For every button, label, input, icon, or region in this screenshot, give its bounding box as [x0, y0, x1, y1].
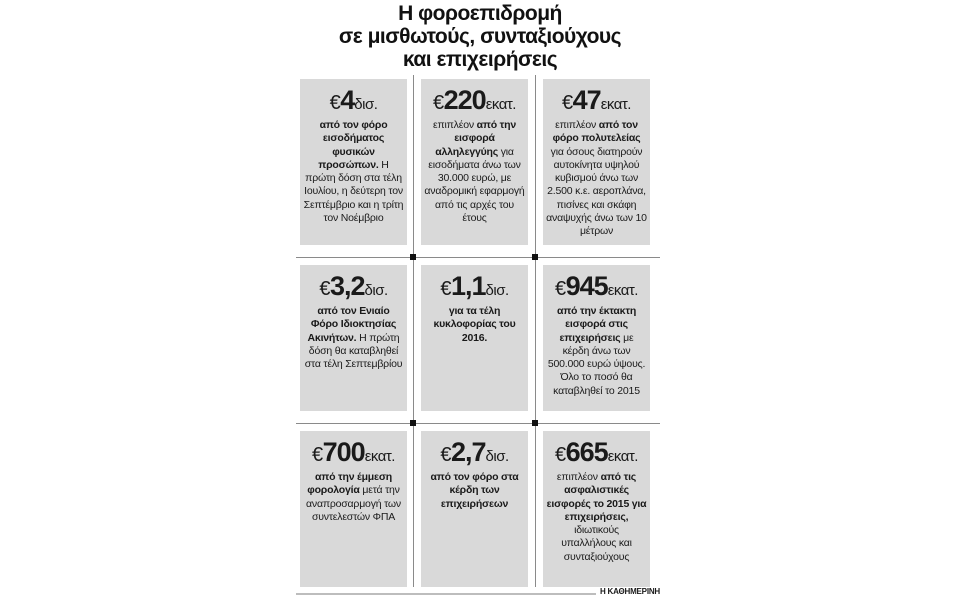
tax-item-card [421, 431, 528, 587]
tax-item-card [300, 431, 407, 587]
tax-description [424, 119, 525, 225]
grid-intersection-dot [532, 254, 538, 260]
amount-number: 945 [565, 271, 608, 301]
tax-description [546, 305, 647, 398]
grid-intersection-dot [410, 254, 416, 260]
title-line-2: σε μισθωτούς, συνταξιούχους [338, 25, 622, 48]
description-bold-text: από τον φόρο εισοδήματος φυσικών προσώπων. [318, 119, 388, 171]
tax-amount [546, 273, 647, 304]
currency-symbol: € [440, 278, 451, 300]
description-bold-text: από την έμμεση φορολογία [307, 471, 393, 497]
description-text: για εισοδήματα άνω των 30.000 ευρώ, με αναδρομική εφαρμογή από τις αρχές του έτους [424, 145, 525, 225]
description-bold-text: από την έκτακτη εισφορά στις επιχειρήσεις [556, 305, 637, 344]
amount-unit: δισ. [485, 282, 509, 299]
tax-item-card [543, 431, 650, 587]
grid-line-horizontal-2 [296, 423, 660, 424]
amount-unit: δισ. [364, 282, 388, 299]
grid-line-horizontal-1 [296, 257, 660, 258]
amount-number: 220 [443, 85, 486, 115]
description-bold-text: από τον φόρο στα κέρδη των επιχειρήσεων [430, 471, 519, 510]
grid-intersection-dot [410, 420, 416, 426]
description-text: επιπλέον [555, 119, 599, 131]
description-bold-text: από την εισφορά αλληλεγγύης [435, 119, 516, 158]
tax-item-card [421, 79, 528, 245]
infographic-title [290, 2, 670, 71]
tax-description [546, 471, 647, 564]
tax-description [424, 471, 525, 511]
tax-amount [303, 439, 404, 470]
tax-amount [424, 87, 525, 118]
currency-symbol: € [433, 92, 444, 114]
grid-line-vertical-2 [535, 75, 536, 587]
amount-unit: εκατ. [485, 96, 516, 113]
amount-number: 1,1 [450, 271, 486, 301]
description-text: ιδιωτικούς υπαλλήλους και συνταξιούχους [561, 524, 632, 563]
currency-symbol: € [440, 444, 451, 466]
grid-intersection-dot [532, 420, 538, 426]
tax-item-card [543, 79, 650, 245]
tax-description [303, 471, 404, 524]
amount-number: 47 [572, 85, 601, 115]
description-text: με κέρδη άνω των 500.000 ευρώ ύψους. Όλο το ποσό θα καταβληθεί το 2015 [547, 331, 646, 397]
amount-unit: εκατ. [607, 282, 638, 299]
footer-divider [296, 593, 596, 595]
description-text: μετά την αναπροσαρμογή των συντελεστών ΦΠΑ [306, 484, 401, 523]
tax-amount [303, 87, 404, 118]
description-bold-text: για τα τέλη κυκλοφορίας του 2016. [433, 305, 516, 344]
source-credit: Η ΚΑΘΗΜΕΡΙΝΗ [599, 587, 660, 596]
tax-amount [424, 439, 525, 470]
tax-description [303, 305, 404, 371]
amount-number: 700 [322, 437, 365, 467]
amount-number: 3,2 [329, 271, 365, 301]
tax-amount [424, 273, 525, 304]
amount-unit: εκατ. [607, 448, 638, 465]
description-text: Η πρώτη δόση στα τέλη Ιουλίου, η δεύτερη τον Σεπτέμβριο και η τρίτη τον Νοέμβριο [303, 158, 404, 225]
amount-unit: εκατ. [600, 96, 631, 113]
title-line-3: και επιχειρήσεις [402, 48, 558, 71]
description-text: για όσους διατηρούν αυτοκίνητα υψηλού κυβισμού άνω των 2.500 κ.ε. αεροπλάνα, πισίνες και σκάφη αναψυχής άνω των 10 μέτρων [546, 145, 647, 238]
amount-unit: δισ. [485, 448, 509, 465]
tax-amount [303, 273, 404, 304]
tax-amount [546, 439, 647, 470]
amount-unit: δισ. [354, 96, 378, 113]
amount-unit: εκατ. [364, 448, 395, 465]
description-bold-text: από τον φόρο πολυτελείας [552, 119, 641, 145]
amount-number: 665 [565, 437, 608, 467]
currency-symbol: € [312, 444, 323, 466]
tax-amount [546, 87, 647, 118]
currency-symbol: € [319, 278, 330, 300]
tax-item-card [300, 79, 407, 245]
tax-description [424, 305, 525, 345]
tax-item-card [421, 265, 528, 411]
currency-symbol: € [329, 92, 341, 114]
amount-number: 4 [340, 85, 355, 115]
currency-symbol: € [555, 278, 566, 300]
description-bold-text: από τον Ενιαίο Φόρο Ιδιοκτησίας Ακινήτων. [307, 305, 397, 344]
tax-grid [296, 75, 660, 587]
grid-line-vertical-1 [413, 75, 414, 587]
tax-item-card [300, 265, 407, 411]
tax-item-card [543, 265, 650, 411]
tax-description [546, 119, 647, 239]
description-text: Η πρώτη δόση θα καταβληθεί στα τέλη Σεπτεμβρίου [304, 331, 403, 371]
currency-symbol: € [562, 92, 573, 114]
tax-description [303, 119, 404, 225]
description-text: επιπλέον [556, 471, 601, 483]
description-text: επιπλέον [432, 119, 477, 131]
description-bold-text: από τις ασφαλιστικές εισφορές το 2015 για επιχειρήσεις, [546, 471, 647, 523]
title-line-1: Η φοροεπιδρομή [398, 2, 562, 25]
currency-symbol: € [555, 444, 566, 466]
amount-number: 2,7 [450, 437, 486, 467]
